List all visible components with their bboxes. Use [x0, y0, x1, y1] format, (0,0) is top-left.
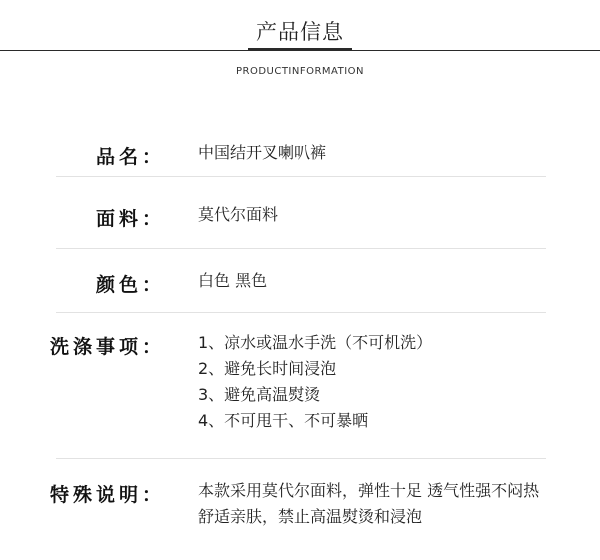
row-divider [56, 458, 546, 459]
info-value-line: 中国结开叉喇叭裤 [198, 143, 327, 162]
info-value-line: 莫代尔面料 [198, 205, 279, 224]
section-subtitle: PRODUCTINFORMATION [235, 66, 365, 77]
info-value-line: 本款采用莫代尔面料，弹性十足 透气性强不闷热 [198, 481, 540, 500]
row-divider [56, 176, 546, 177]
title-underline [248, 48, 352, 51]
info-value-care [198, 330, 580, 434]
section-title: 产品信息 [256, 20, 344, 44]
section-header [0, 0, 600, 90]
info-label-care: 洗涤事项： [49, 336, 165, 358]
row-divider [56, 312, 546, 313]
info-label-name: 品名： [95, 146, 165, 168]
info-value-notes [198, 478, 580, 530]
info-value-line: 舒适亲肤，禁止高温熨烫和浸泡 [198, 507, 423, 526]
info-value-line: 白色 黑色 [198, 271, 268, 290]
info-value-color [198, 268, 580, 294]
info-value-fabric [198, 202, 580, 228]
info-value-name [198, 140, 580, 166]
info-label-fabric: 面料： [95, 208, 165, 230]
info-label-color: 颜色： [95, 274, 165, 296]
info-value-line: 4、不可甩干、不可暴晒 [198, 411, 369, 430]
info-value-line: 1、凉水或温水手洗（不可机洗） [198, 333, 433, 352]
info-label-notes: 特殊说明： [49, 484, 165, 506]
info-value-line: 2、避免长时间浸泡 [198, 359, 337, 378]
info-value-line: 3、避免高温熨烫 [198, 385, 321, 404]
row-divider [56, 248, 546, 249]
